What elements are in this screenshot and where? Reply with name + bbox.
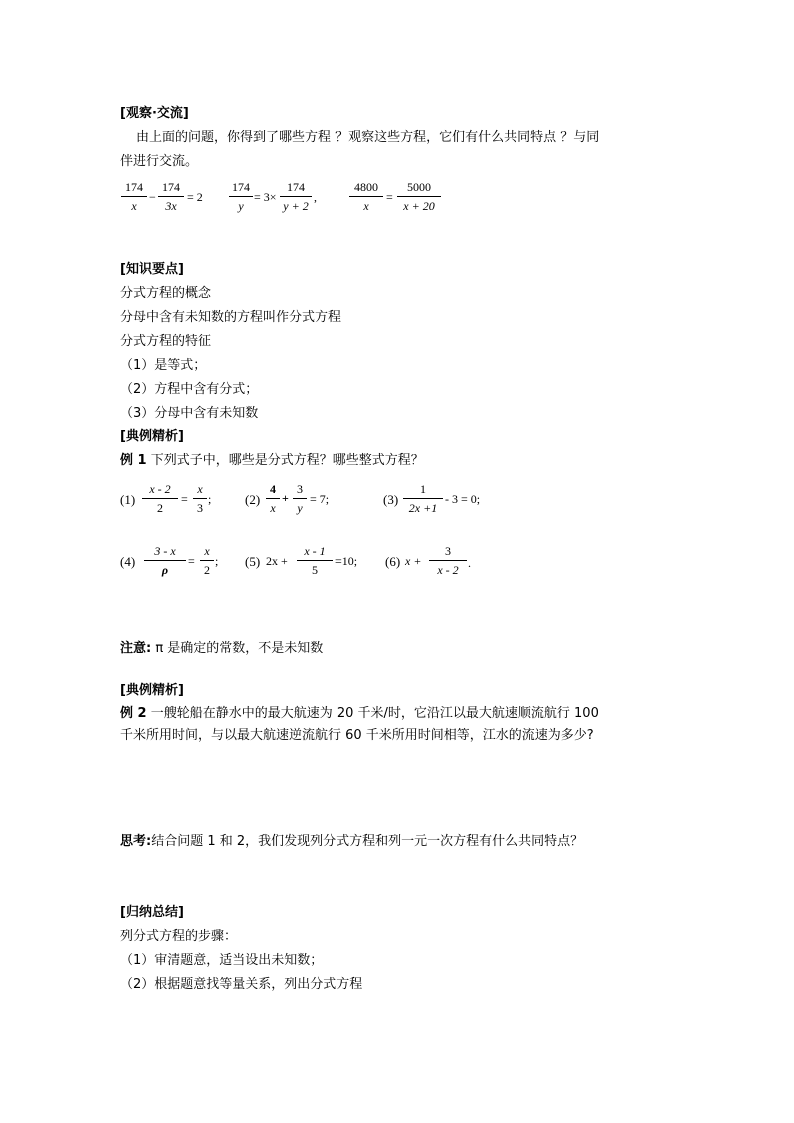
fraction-numerator: 1 (420, 482, 426, 496)
expression-tail: - 3 = 0; (445, 492, 481, 506)
equals-sign: = (188, 554, 195, 568)
minus-sign: − (149, 190, 156, 204)
example2-label: 例 2 (120, 706, 147, 721)
fraction-numerator: 3 (297, 482, 303, 496)
fraction-numerator: 174 (162, 180, 180, 194)
fraction-denominator: 2 (157, 501, 163, 515)
example2-line1 (120, 702, 599, 721)
note-line (120, 637, 323, 656)
equation-rhs: = 2 (187, 190, 203, 204)
equation-middle: = 3× (254, 190, 277, 204)
example2-text: 一艘轮船在静水中的最大航速为 20 千米/时，它沿江以最大航速顺流航行 100 (146, 706, 599, 721)
summary-line: （2）根据题意找等量关系，列出分式方程 (120, 977, 363, 992)
example1-question: 下列式子中，哪些是分式方程？哪些整式方程？ (146, 453, 424, 468)
expression-index: (2) (245, 492, 261, 507)
fraction-numerator: 174 (125, 180, 143, 194)
note-label: 注意: (120, 641, 152, 656)
expression-index: (6) (385, 554, 401, 569)
fraction-numerator: 3 (445, 544, 451, 558)
fraction-denominator: x (363, 199, 369, 213)
fraction-denominator: ρ (161, 563, 169, 577)
think-text: 结合问题 1 和 2，我们发现列分式方程和列一元一次方程有什么共同特点？ (151, 834, 584, 849)
expression-prefix: 2x + (266, 554, 288, 568)
summary-line: 列分式方程的步骤： (120, 929, 238, 944)
expression-tail: = 7; (310, 492, 330, 506)
fraction-denominator: 2 (204, 563, 210, 577)
expression-index: (1) (120, 492, 136, 507)
observe-text-line1: 由上面的问题，你得到了哪些方程 ？观察这些方程，它们有什么共同特点 ？与同 (136, 130, 600, 145)
plus-sign: + (282, 491, 289, 505)
example2-line2: 千米所用时间，与以最大航速逆流航行 60 千米所用时间相等，江水的流速为多少? (120, 728, 594, 743)
example1-heading: [典例精析] (120, 429, 184, 444)
fraction-denominator: 5 (312, 563, 318, 577)
example2-heading: [典例精析] (120, 683, 184, 698)
fraction-denominator: x - 2 (437, 563, 459, 577)
expression-tail: ; (208, 492, 212, 506)
fraction-numerator: x - 1 (304, 544, 326, 558)
fraction-denominator: y + 2 (283, 199, 309, 213)
knowledge-line: 分母中含有未知数的方程叫作分式方程 (120, 310, 342, 325)
expression-prefix: x + (405, 554, 422, 568)
equals-sign: = (181, 492, 188, 506)
equation-tail: , (314, 190, 317, 204)
fraction-numerator: x (204, 544, 210, 558)
fraction-denominator: y (297, 501, 303, 515)
fraction-numerator: 4800 (354, 180, 378, 194)
knowledge-line: （3）分母中含有未知数 (120, 406, 259, 421)
note-text: π 是确定的常数，不是未知数 (151, 641, 324, 656)
fraction-denominator: x (131, 199, 137, 213)
fraction-denominator: y (238, 199, 244, 213)
knowledge-line: （2）方程中含有分式； (120, 382, 259, 397)
observe-text-line2: 伴进行交流。 (120, 154, 199, 169)
fraction-denominator: 2x +1 (408, 501, 438, 515)
knowledge-heading: [知识要点] (120, 262, 184, 277)
example1-question-line (120, 449, 424, 468)
fraction-denominator: 3x (165, 199, 177, 213)
fraction-numerator: 5000 (407, 180, 431, 194)
fraction-numerator: x (197, 482, 203, 496)
fraction-denominator: x (270, 501, 276, 515)
knowledge-line: （1）是等式； (120, 358, 207, 373)
fraction-numerator: 174 (232, 180, 250, 194)
summary-heading: [归纳总结] (120, 905, 184, 920)
think-label: 思考: (120, 834, 152, 849)
summary-line: （1）审清题意，适当设出未知数； (120, 953, 324, 968)
knowledge-line: 分式方程的特征 (120, 334, 212, 349)
expression-index: (5) (245, 554, 261, 569)
expression-index: (3) (383, 492, 399, 507)
knowledge-line: 分式方程的概念 (120, 286, 212, 301)
fraction-numerator: 4 (270, 482, 276, 496)
fraction-numerator: 174 (287, 180, 305, 194)
expression-index: (4) (120, 554, 136, 569)
observe-heading: [观察·交流] (120, 106, 189, 121)
fraction-numerator: x - 2 (149, 482, 171, 496)
example1-label: 例 1 (120, 453, 147, 468)
fraction-numerator: 3 - x (154, 544, 176, 558)
fraction-denominator: 3 (197, 501, 203, 515)
fraction-denominator: x + 20 (403, 199, 435, 213)
expression-tail: . (468, 556, 471, 570)
expression-tail: ; (215, 554, 219, 568)
think-line (120, 830, 583, 849)
equals-sign: = (386, 190, 393, 204)
expression-tail: =10; (335, 554, 358, 568)
